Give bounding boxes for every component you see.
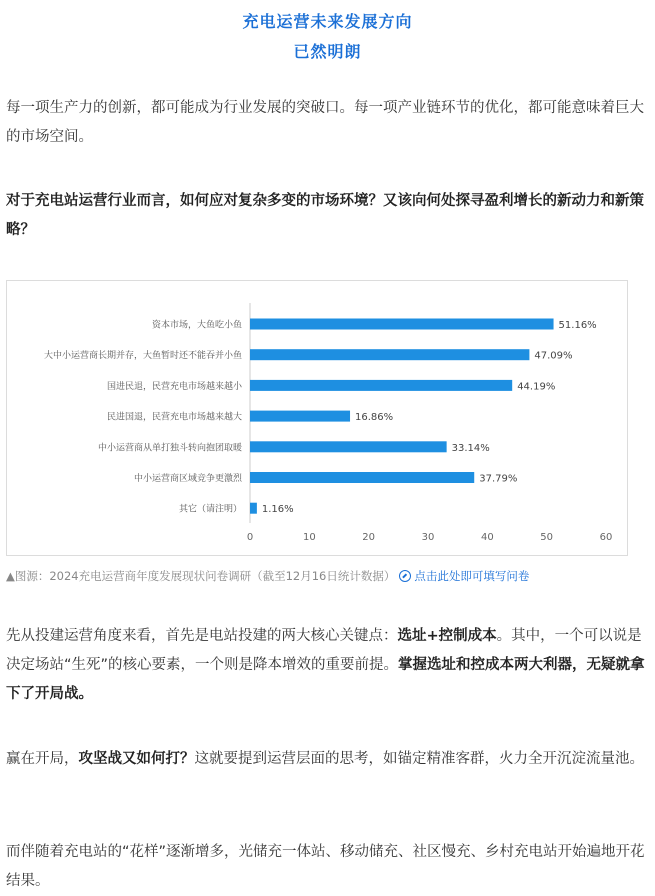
survey-link[interactable]: 点击此处即可填写问卷 xyxy=(414,569,530,583)
value-label: 47.09% xyxy=(534,350,573,362)
category-label: 中小运营商区域竞争更激烈 xyxy=(133,474,242,484)
article-title-line2: 已然明朗 xyxy=(293,42,362,61)
trend-paragraph: 而伴随着充电站的“花样”逐渐增多，光储充一体站、移动储充、社区慢充、乡村充电站开始遍地开花结果。 xyxy=(6,844,645,889)
intro-paragraph: 每一项生产力的创新，都可能成为行业发展的突破口。每一项产业链环节的优化，都可能意味着巨大的市场空间。 xyxy=(6,100,644,145)
caption-source: ▲图源：2024充电运营商年度发展现状问卷调研（截至12月16日统计数据） xyxy=(6,569,396,583)
data-bar xyxy=(250,380,512,391)
data-bar xyxy=(250,319,554,330)
x-tick-label: 10 xyxy=(302,532,316,543)
category-label: 中小运营商从单打独斗转向抱团取暖 xyxy=(97,443,242,454)
x-tick-label: 60 xyxy=(599,532,613,543)
category-label: 大中小运营商长期并存，大鱼暂时还不能吞并小鱼 xyxy=(43,351,242,362)
analysis-paragraph xyxy=(6,622,650,709)
data-bar xyxy=(250,411,350,422)
value-label: 33.14% xyxy=(451,442,490,454)
data-bar xyxy=(250,472,474,483)
x-tick-label: 30 xyxy=(421,532,435,543)
value-label: 16.86% xyxy=(355,412,394,424)
data-bar xyxy=(250,349,529,360)
x-tick-label: 50 xyxy=(540,532,554,543)
category-label: 民进国退，民营充电市场越来越大 xyxy=(106,412,242,423)
value-label: 1.16% xyxy=(261,504,294,516)
p3-bold-1: 选址+控制成本 xyxy=(397,628,497,644)
value-label: 44.19% xyxy=(517,381,556,393)
p4-bold-1: 攻坚战又如何打？ xyxy=(78,751,195,767)
survey-bar-chart xyxy=(6,280,628,556)
link-icon xyxy=(399,570,411,582)
operation-paragraph xyxy=(6,745,650,774)
chart-svg xyxy=(7,281,629,557)
data-bar xyxy=(250,441,447,452)
category-label: 资本市场，大鱼吃小鱼 xyxy=(151,320,242,331)
p4-text-1: 赢在开局， xyxy=(6,751,79,767)
value-label: 37.79% xyxy=(479,473,518,485)
article-title-line1: 充电运营未来发展方向 xyxy=(242,12,413,31)
category-label: 其它（请注明） xyxy=(178,504,242,515)
p3-text-1: 先从投建运营角度来看，首先是电站投建的两大核心关键点： xyxy=(6,628,398,644)
value-label: 51.16% xyxy=(558,320,597,331)
p3-bold-2: 掌握选址和控成本两大利器，无疑就拿下了开局战。 xyxy=(6,657,645,702)
chart-caption xyxy=(6,568,650,584)
p3-text-2: 。其中，一个可以说是决定场站“生死”的核心要素，一个则是降本增效的重要前提。 xyxy=(6,628,642,673)
question-paragraph: 对于充电站运营行业而言，如何应对复杂多变的市场环境？又该向何处探寻盈利增长的新动力和新策略？ xyxy=(6,193,644,238)
x-tick-label: 40 xyxy=(480,532,494,543)
data-bar xyxy=(250,503,257,514)
x-tick-label: 20 xyxy=(362,532,376,543)
category-label: 国进民退，民营充电市场越来越小 xyxy=(106,381,242,392)
p4-text-2: 这就要提到运营层面的思考，如锚定精准客群，火力全开沉淀流量池。 xyxy=(194,751,644,767)
x-tick-label: 0 xyxy=(246,532,254,543)
